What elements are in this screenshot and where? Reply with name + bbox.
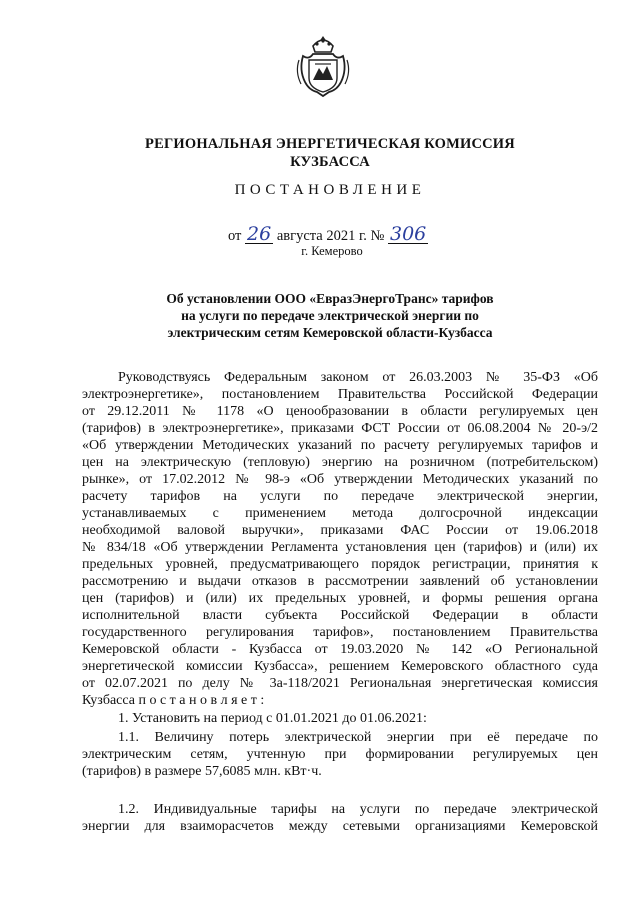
body-line-06: цен на электрическую (тепловую) энергию на розничном (потребительском) xyxy=(82,455,598,470)
date-prefix: от xyxy=(228,228,242,244)
clause-1-1-line2: электрическим сетям, учтенную при формировании регулируемых цен xyxy=(82,747,598,762)
body-line-13: рассмотрению и выдачи отказов в рассмотрении заявлений об установлении xyxy=(82,574,598,589)
body-line-10: необходимой валовой выручки», приказами ФАС России от 19.06.2018 xyxy=(82,523,598,538)
title-line2: на услуги по передаче электрической энергии по xyxy=(181,308,479,323)
clause-1-1-line3: (тарифов) в размере 57,6085 млн. кВт·ч. xyxy=(82,764,322,779)
body-line-18: энергетической комиссии Кузбасса», решением Кемеровского областного суда xyxy=(82,659,598,674)
body-line-05: «Об утверждении Методических указаний по расчету регулируемых тарифов и xyxy=(82,438,598,453)
body-line-17: Кемеровской области - Кузбасса от 19.03.2020 № 142 «О Региональной xyxy=(82,642,598,657)
body-line-03: от 29.12.2011 № 1178 «О ценообразовании в области регулируемых цен xyxy=(82,404,598,419)
clause-1-2-line1: 1.2. Индивидуальные тарифы на услуги по передаче электрической xyxy=(118,802,598,817)
body-line-19: от 02.07.2021 по делу № 3а-118/2021 Региональная энергетическая комиссия xyxy=(82,676,598,691)
clause-1-2-line2: энергии для взаиморасчетов между сетевыми организациями Кемеровской xyxy=(82,819,598,834)
number-sign: № xyxy=(370,228,385,244)
body-line-01: Руководствуясь Федеральным законом от 26.03.2003 № 35-ФЗ «Об xyxy=(118,370,598,385)
date-month-year: августа 2021 г. xyxy=(276,228,367,244)
document-number-handwritten: 306 xyxy=(390,223,427,245)
body-line-08: расчету тарифов на услуги по передаче электрической энергии, xyxy=(82,489,598,504)
body-line-14: цен (тарифов) и (или) их предельных уровней, и формы решения органа xyxy=(82,591,598,606)
clause-1-1-line1: 1.1. Величину потерь электрической энергии при её передаче по xyxy=(118,730,598,745)
date-line xyxy=(228,225,428,245)
body-line-11: № 834/18 «Об утверждении Регламента установления цен (тарифов) и (или) их xyxy=(82,540,598,555)
body-line-16: государственного регулирования тарифов», постановлением Правительства xyxy=(82,625,598,640)
organization-name-line1: РЕГИОНАЛЬНАЯ ЭНЕРГЕТИЧЕСКАЯ КОМИССИЯ xyxy=(145,136,515,152)
document-type: ПОСТАНОВЛЕНИЕ xyxy=(234,182,426,198)
clause-1: 1. Установить на период с 01.01.2021 до 01.06.2021: xyxy=(118,711,427,726)
coat-of-arms-emblem-icon xyxy=(293,30,353,100)
body-line-15: исполнительной власти субъекта Российской Федерации в области xyxy=(82,608,598,623)
body-line-20: Кузбасса п о с т а н о в л я е т : xyxy=(82,693,265,708)
body-line-12: предельных уровней, предусматривающего порядок регистрации, принятия к xyxy=(82,557,598,572)
body-line-07: рынке», от 17.02.2012 № 98-э «Об утверждении Методических указаний по xyxy=(82,472,598,487)
body-line-02: электроэнергетике», постановлением Правительства Российской Федерации xyxy=(82,387,598,402)
title-line1: Об установлении ООО «ЕвразЭнергоТранс» тарифов xyxy=(166,291,494,306)
body-line-09: устанавливаемых с применением метода долгосрочной индексации xyxy=(82,506,598,521)
date-day-handwritten: 26 xyxy=(247,223,272,245)
body-line-04: (тарифов) в электроэнергетике», приказами ФСТ России от 06.08.2004 № 20-э/2 xyxy=(82,421,598,436)
organization-name-line2: КУЗБАССА xyxy=(290,154,370,170)
title-line3: электрическим сетям Кемеровской области-Кузбасса xyxy=(167,325,493,340)
city-name: г. Кемерово xyxy=(301,244,363,258)
